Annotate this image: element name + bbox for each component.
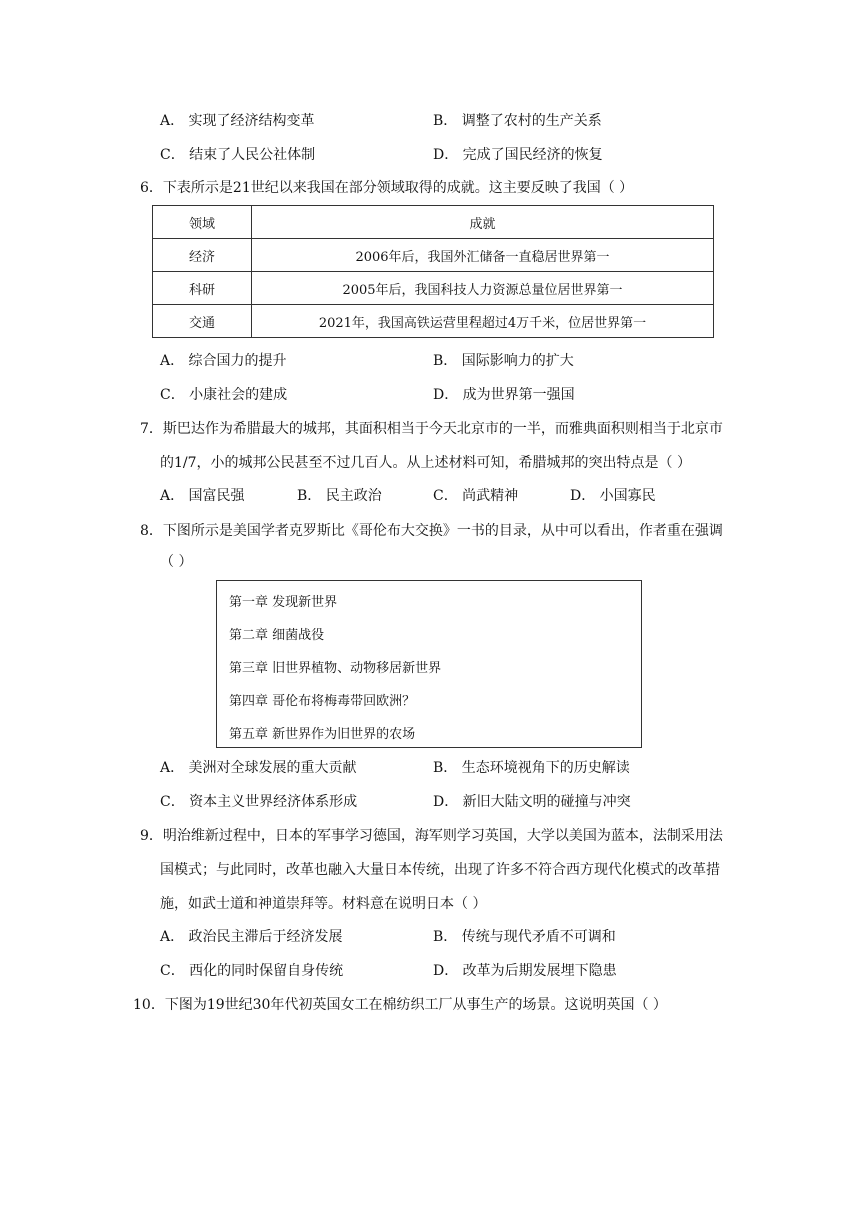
- q8-stem-line2: （ ）: [160, 554, 193, 570]
- table-cell-achievement: 2021年，我国高铁运营里程超过4万千米，位居世界第一: [252, 305, 714, 338]
- q7-stem-line1: 7．斯巴达作为希腊最大的城邦，其面积相当于今天北京市的一半，而雅典面积则相当于北京市: [140, 421, 723, 437]
- table-cell-field: 经济: [153, 239, 252, 272]
- q7-option-d: D． 小国寡民: [570, 488, 656, 504]
- table-header-row: [153, 206, 714, 239]
- chapter-item: 第五章 新世界作为旧世界的农场: [229, 727, 416, 742]
- table-cell-field: 科研: [153, 272, 252, 305]
- q6-option-b: B． 国际影响力的扩大: [433, 353, 574, 369]
- q6-option-a: A． 综合国力的提升: [160, 353, 287, 369]
- q8-option-b: B． 生态环境视角下的历史解读: [433, 760, 630, 776]
- q5-option-a: A． 实现了经济结构变革: [160, 113, 315, 129]
- q9-stem-line3: 施，如武士道和神道崇拜等。材料意在说明日本（ ）: [160, 896, 487, 912]
- q8-option-a: A． 美洲对全球发展的重大贡献: [160, 760, 357, 776]
- q7-option-a: A． 国富民强: [160, 488, 245, 504]
- q9-stem-line1: 9．明治维新过程中，日本的军事学习德国，海军则学习英国，大学以美国为蓝本，法制采用法: [140, 828, 723, 844]
- q7-option-b: B． 民主政治: [297, 488, 382, 504]
- table-cell-achievement: 2006年后，我国外汇储备一直稳居世界第一: [252, 239, 714, 272]
- table-row: [153, 239, 714, 272]
- table-row: [153, 272, 714, 305]
- table-cell-achievement: 2005年后，我国科技人力资源总量位居世界第一: [252, 272, 714, 305]
- q8-stem-line1: 8．下图所示是美国学者克罗斯比《哥伦布大交换》一书的目录，从中可以看出，作者重在强调: [140, 523, 723, 539]
- q10-stem: 10．下图为19世纪30年代初英国女工在棉纺织工厂从事生产的场景。这说明英国（ ）: [133, 997, 667, 1013]
- q5-option-d: D． 完成了国民经济的恢复: [433, 147, 603, 163]
- q6-option-c: C． 小康社会的建成: [160, 387, 288, 403]
- q8-option-d: D． 新旧大陆文明的碰撞与冲突: [433, 794, 631, 810]
- q5-option-b: B． 调整了农村的生产关系: [433, 113, 602, 129]
- q7-option-c: C． 尚武精神: [433, 488, 519, 504]
- q9-option-c: C． 西化的同时保留自身传统: [160, 963, 344, 979]
- q6-stem: 6．下表所示是21世纪以来我国在部分领域取得的成就。这主要反映了我国（ ）: [140, 180, 634, 196]
- chapter-item: 第二章 细菌战役: [229, 628, 325, 643]
- chapter-item: 第一章 发现新世界: [229, 595, 338, 610]
- q9-option-b: B． 传统与现代矛盾不可调和: [433, 929, 616, 945]
- achievements-table: [152, 205, 714, 338]
- q9-option-d: D． 改革为后期发展埋下隐患: [433, 963, 617, 979]
- table-header-achievement: 成就: [252, 206, 714, 239]
- book-contents-box: [216, 580, 642, 748]
- q9-stem-line2: 国模式；与此同时，改革也融入大量日本传统，出现了许多不符合西方现代化模式的改革措: [160, 862, 720, 878]
- chapter-item: 第三章 旧世界植物、动物移居新世界: [229, 661, 442, 676]
- table-row: [153, 305, 714, 338]
- table-cell-field: 交通: [153, 305, 252, 338]
- q5-option-c: C． 结束了人民公社体制: [160, 147, 316, 163]
- q8-option-c: C． 资本主义世界经济体系形成: [160, 794, 358, 810]
- q9-option-a: A． 政治民主滞后于经济发展: [160, 929, 343, 945]
- table-header-field: 领域: [153, 206, 252, 239]
- q7-stem-line2: 的1/7，小的城邦公民甚至不过几百人。从上述材料可知，希腊城邦的突出特点是（ ）: [160, 455, 691, 471]
- q6-option-d: D． 成为世界第一强国: [433, 387, 575, 403]
- chapter-item: 第四章 哥伦布将梅毒带回欧洲？: [229, 694, 416, 709]
